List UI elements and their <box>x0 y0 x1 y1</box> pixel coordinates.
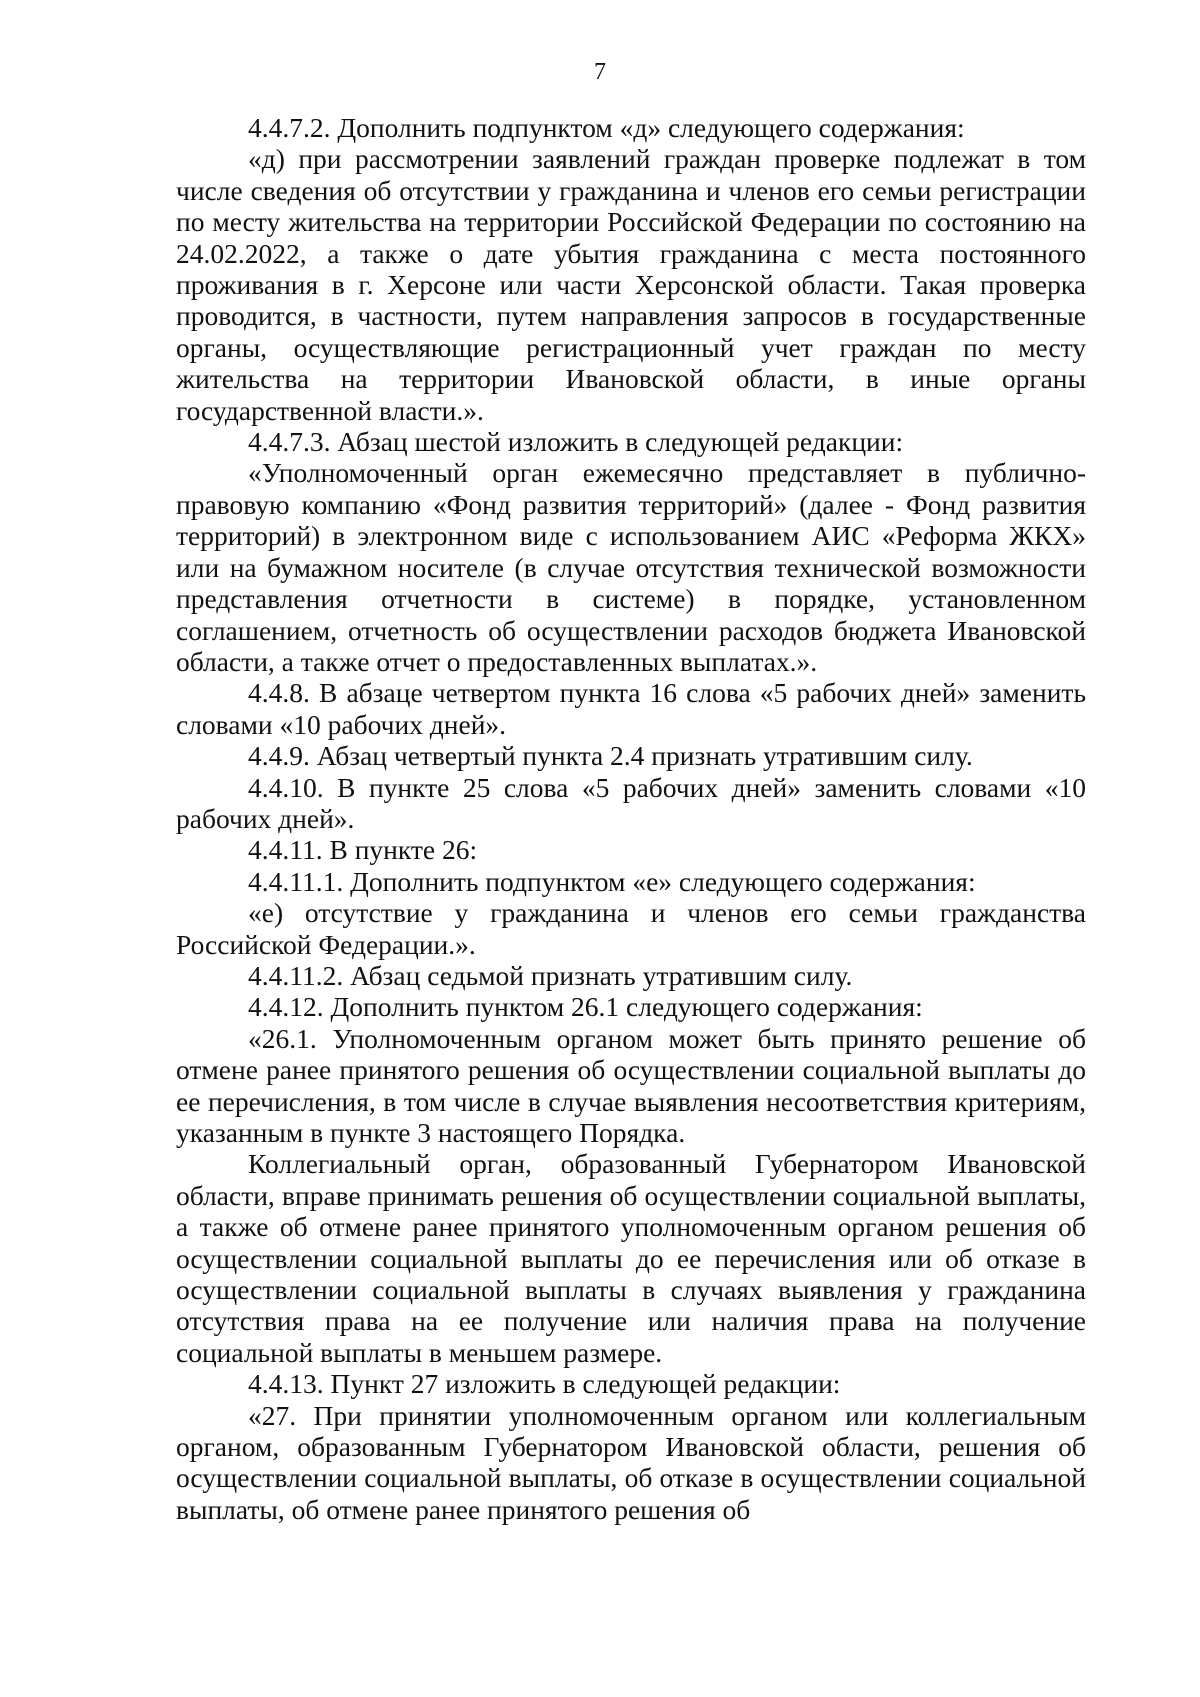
paragraph-4-4-11: 4.4.11. В пункте 26: <box>248 834 478 866</box>
paragraph-4-4-10: 4.4.10. В пункте 25 слова «5 рабочих дней» заменить словами «10 рабочих дней». <box>176 771 1086 834</box>
paragraph-4-4-7-2: 4.4.7.2. Дополнить подпунктом «д» следующего содержания: <box>248 112 965 143</box>
paragraph-4-4-12: 4.4.12. Дополнить пунктом 26.1 следующего содержания: <box>248 991 923 1023</box>
paragraph-4-4-7-3: 4.4.7.3. Абзац шестой изложить в следующей редакции: <box>248 426 904 458</box>
paragraph-4-4-11-1: 4.4.11.1. Дополнить подпунктом «е» следующего содержания: <box>248 865 976 897</box>
paragraph-4-4-9: 4.4.9. Абзац четвертый пункта 2.4 признать утратившим силу. <box>248 740 973 772</box>
paragraph-item-26-1: «26.1. Уполномоченным органом может быть принято решение об отмене ранее принятого решения об осуществлении социальной выплаты до ее перечисления, в том числе в случае выявления несоответствия критериям, указанным в пункте 3 настоящего Порядка. <box>176 1022 1086 1148</box>
paragraph-4-4-13: 4.4.13. Пункт 27 изложить в следующей редакции: <box>248 1368 841 1400</box>
document-body <box>176 112 1086 1525</box>
page-number: 7 <box>594 59 606 85</box>
paragraph-authorized-body-report: «Уполномоченный орган ежемесячно представляет в публично-правовую компанию «Фонд развития территорий» (далее - Фонд развития территорий) в электронном виде с использованием АИС «Реформа ЖКХ» или на бумажном носителе (в случае отсутствия технической возможности представления отчетности в системе) в порядке, установленном соглашением, отчетность об осуществлении расходов бюджета Ивановской области, а также отчет о предоставленных выплатах.». <box>176 457 1086 677</box>
paragraph-subitem-e: «е) отсутствие у гражданина и членов его семьи гражданства Российской Федерации.». <box>176 897 1086 960</box>
paragraph-item-27: «27. При принятии уполномоченным органом или коллегиальным органом, образованным Губернатором Ивановской области, решения об осуществлении социальной выплаты, об отказе в осуществлении социальной выплаты, об отмене ранее принятого решения об <box>176 1399 1086 1525</box>
paragraph-4-4-11-2: 4.4.11.2. Абзац седьмой признать утратившим силу. <box>248 959 853 991</box>
paragraph-subitem-d: «д) при рассмотрении заявлений граждан проверке подлежат в том числе сведения об отсутствии у гражданина и членов его семьи регистрации по месту жительства на территории Российской Федерации по состоянию на 24.02.2022, а также о дате убытия гражданина с места постоянного проживания в г. Херсоне или части Херсонской области. Такая проверка проводится, в частности, путем направления запросов в государственные органы, осуществляющие регистрационный учет граждан по месту жительства на территории Ивановской области, в иные органы государственной власти.». <box>176 143 1086 426</box>
paragraph-collegial-body: Коллегиальный орган, образованный Губернатором Ивановской области, вправе принимать решения об осуществлении социальной выплаты, а также об отмене ранее принятого уполномоченным органом решения об осуществлении социальной выплаты до ее перечисления или об отказе в осуществлении социальной выплаты в случаях выявления у гражданина отсутствия права на ее получение или наличия права на получение социальной выплаты в меньшем размере. <box>176 1148 1086 1368</box>
paragraph-4-4-8: 4.4.8. В абзаце четвертом пункта 16 слова «5 рабочих дней» заменить словами «10 рабочих дней». <box>176 677 1086 740</box>
